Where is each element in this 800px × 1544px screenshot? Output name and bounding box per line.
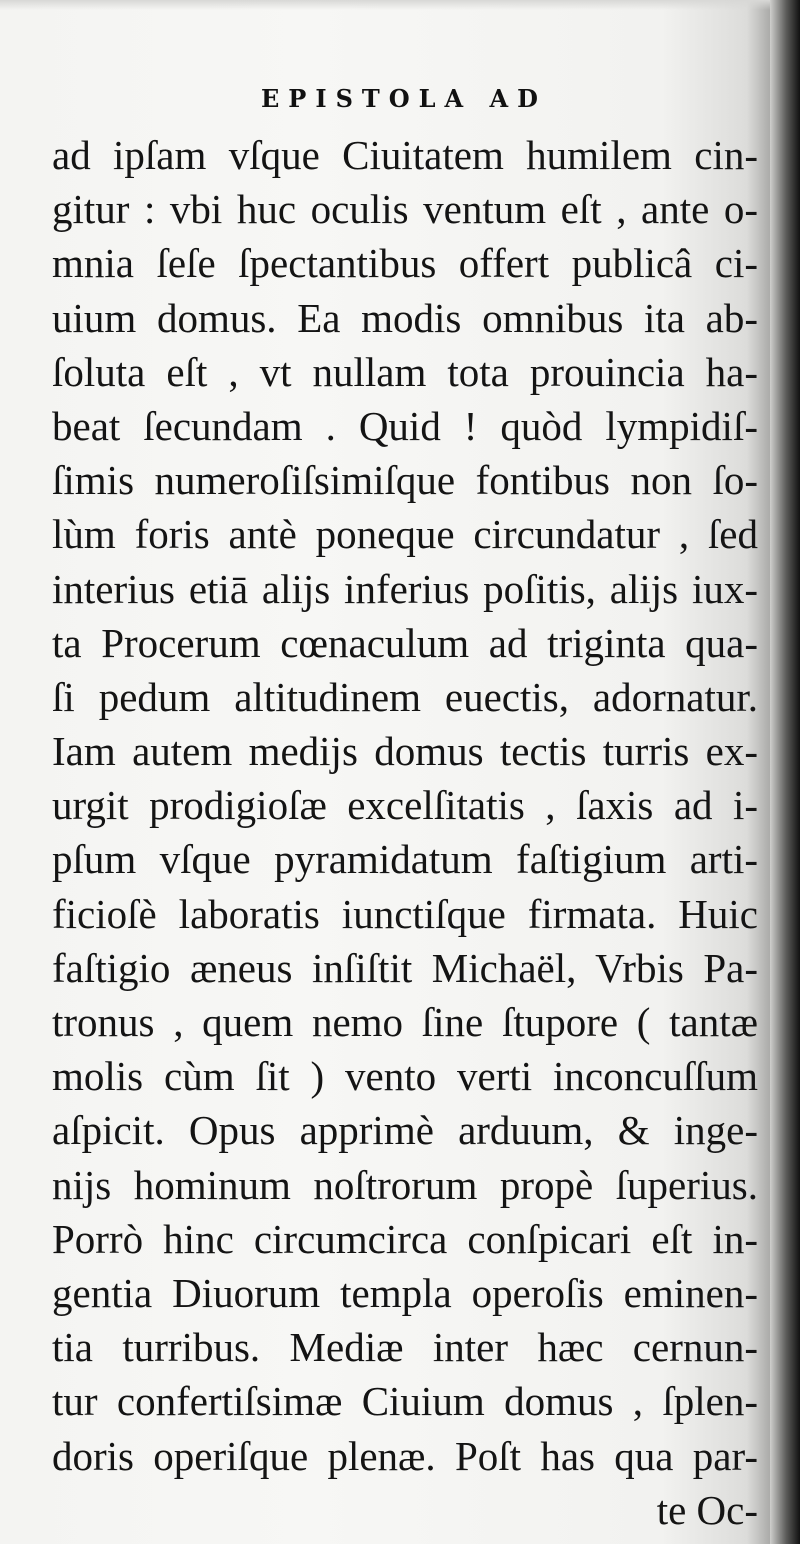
text-line: gentia Diuorum templa operoſis eminen- xyxy=(52,1269,758,1316)
text-line: mnia ſeſe ſpectantibus offert publicâ ci- xyxy=(52,240,758,287)
text-line: ad ipſam vſque Ciuitatem humilem cin- xyxy=(52,132,758,178)
text-line: aſpicit. Opus apprimè arduum, & inge- xyxy=(52,1107,758,1154)
text-line: tronus , quem nemo ſine ſtupore ( tantæ xyxy=(52,999,758,1045)
text-line: gitur : vbi huc oculis ventum eſt , ante o- xyxy=(52,186,758,233)
text-line: urgit prodigioſæ excelſitatis , ſaxis ad i- xyxy=(52,782,758,829)
text-line: lùm foris antè poneque circundatur , ſed xyxy=(52,511,758,558)
text-line: tur confertiſsimæ Ciuium domus , ſplen- xyxy=(52,1378,758,1425)
text-line: doris operiſque plenæ. Poſt has qua par- xyxy=(52,1432,758,1479)
text-line: faſtigio æneus inſiſtit Michaël, Vrbis Pa- xyxy=(52,944,758,991)
text-line: niјs hominum noſtrorum propè ſuperius. xyxy=(52,1161,758,1208)
text-line: pſum vſque pyramidatum faſtigium arti- xyxy=(52,836,758,883)
text-line: molis cùm ſit ) vento verti inconcuſſum xyxy=(52,1053,758,1100)
book-spine-shadow xyxy=(770,0,800,1544)
body-text xyxy=(52,128,758,1537)
running-header: EPISTOLA AD xyxy=(261,84,547,113)
text-line: ſimis numeroſiſsimiſque fontibus non ſo- xyxy=(52,457,758,504)
catchword: te Oc- xyxy=(656,1486,758,1533)
text-line: ficioſè laboratis iunctiſque firmata. Huic xyxy=(52,890,758,937)
text-line: ſi pedum altitudinem euectis, adornatur. xyxy=(52,673,758,720)
text-line: beat ſecundam . Quid ! quòd lympidiſ- xyxy=(52,402,758,449)
text-line: ſoluta eſt , vt nullam tota prouincia ha- xyxy=(52,348,758,395)
text-line: Iam autem mediјs domus tectis turris ex- xyxy=(52,728,758,775)
text-line: uium domus. Ea modis omnibus ita ab- xyxy=(52,294,758,341)
text-line: Porrò hinc circumcirca conſpicari eſt in- xyxy=(52,1215,758,1262)
text-line: ta Procerum cœnaculum ad triginta qua- xyxy=(52,619,758,666)
text-line: tia turribus. Mediæ inter hæc cernun- xyxy=(52,1324,758,1371)
page-top-edge xyxy=(0,0,800,10)
text-line: interius etiā aliјs inferius poſitis, aliјs iux- xyxy=(52,565,758,612)
